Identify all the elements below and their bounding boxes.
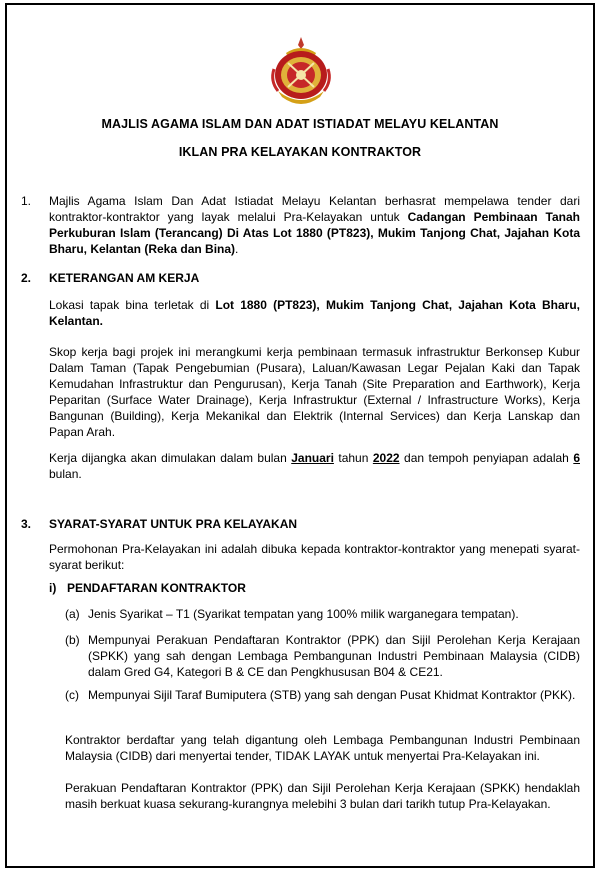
item-b-label: (b)	[65, 633, 80, 647]
item-a-text: Jenis Syarikat – T1 (Syarikat tempatan yang 100% milik warganegara tempatan).	[88, 607, 519, 621]
org-title: MAJLIS AGAMA ISLAM DAN ADAT ISTIADAT MELAYU KELANTAN	[101, 117, 499, 131]
work-scope: Skop kerja bagi projek ini merangkumi kerja pembinaan termasuk infrastruktur Berkonsep Kubur Dalam Taman (Tapak Pengebumian (Pusara), Laluan/Kawasan Legar Pejalan Kaki dan Tapak Kemudahan Infrastruktur dan Pengurusan), Kerja Tanah (Site Preparation and Earthwork), Kerja Peparitan (Surface Water Drainage), Kerja Infrastruktur (External / Infrastructure Works), Kerja Bangunan (Building), Kerja Mekanikal dan Elektrik (Internal Services) dan Kerja Lanskap dan Papan Arah.	[49, 345, 580, 439]
section-3-number: 3.	[21, 517, 32, 531]
start-year: 2022	[372, 451, 400, 465]
work-schedule: Kerja dijangka akan dimulakan dalam bulan Januari tahun 2022 dan tempoh penyiapan adalah 6 bulan.	[49, 451, 580, 481]
validity-note: Perakuan Pendaftaran Kontraktor (PPK) dan Sijil Perolehan Kerja Kerajaan (SPKK) hendaklah masih berkuat kuasa sekurang-kurangnya melebihi 3 bulan dari tarikh tutup Pra-Kelayakan.	[65, 781, 580, 811]
duration-months: 6	[573, 451, 580, 465]
start-month: Januari	[291, 451, 334, 465]
notice-title: IKLAN PRA KELAYAKAN KONTRAKTOR	[178, 145, 422, 159]
section-2-number: 2.	[21, 271, 32, 285]
section-3-heading: SYARAT-SYARAT UNTUK PRA KELAYAKAN	[49, 517, 298, 531]
project-name: Cadangan Pembinaan Tanah Perkuburan Islam (Terancang) Di Atas Lot 1880 (PT823), Mukim Tanjong Chat, Jajahan Kota Bharu, Kelantan (Reka dan Bina)	[49, 210, 580, 256]
site-location: Lokasi tapak bina terletak di Lot 1880 (PT823), Mukim Tanjong Chat, Jajahan Kota Bharu, Kelantan.	[49, 298, 581, 328]
item-b-text: Mempunyai Perakuan Pendaftaran Kontraktor (PPK) dan Sijil Perolehan Kerja Kerajaan (SPKK) yang sah dengan Lembaga Pembangunan Industri Pembinaan Malaysia (CIDB) dalam Gred G4, Kategori B & CE dan Pengkhususan B04 & CE21.	[88, 633, 580, 679]
item-c-text: Mempunyai Sijil Taraf Bumiputera (STB) yang sah dengan Pusat Khidmat Kontraktor (PKK).	[88, 688, 576, 702]
item-a-label: (a)	[65, 607, 80, 621]
section-1-text: Majlis Agama Islam Dan Adat Istiadat Melayu Kelantan berhasrat mempelawa tender dari kontraktor-kontraktor yang layak melalui Pra-Kelayakan untuk Cadangan Pembinaan Tanah Perkuburan Islam (Terancang) Di Atas Lot 1880 (PT823), Mukim Tanjong Chat, Jajahan Kota Bharu, Kelantan (Reka dan Bina).	[49, 194, 580, 256]
section-3-intro: Permohonan Pra-Kelayakan ini adalah dibuka kepada kontraktor-kontraktor yang menepati syarat-syarat berikut:	[49, 542, 580, 572]
state-crest-icon	[266, 35, 336, 109]
document-page	[5, 3, 595, 868]
section-1-number: 1.	[21, 194, 32, 208]
section-2-heading: KETERANGAN AM KERJA	[49, 271, 200, 285]
suspension-note: Kontraktor berdaftar yang telah digantung oleh Lembaga Pembangunan Industri Pembinaan Malaysia (CIDB) dari menyertai tender, TIDAK LAYAK untuk menyertai Pra-Kelayakan ini.	[65, 733, 580, 763]
subsection-number: i)	[49, 581, 57, 595]
subsection-heading: PENDAFTARAN KONTRAKTOR	[67, 581, 246, 595]
item-c-label: (c)	[65, 688, 79, 702]
